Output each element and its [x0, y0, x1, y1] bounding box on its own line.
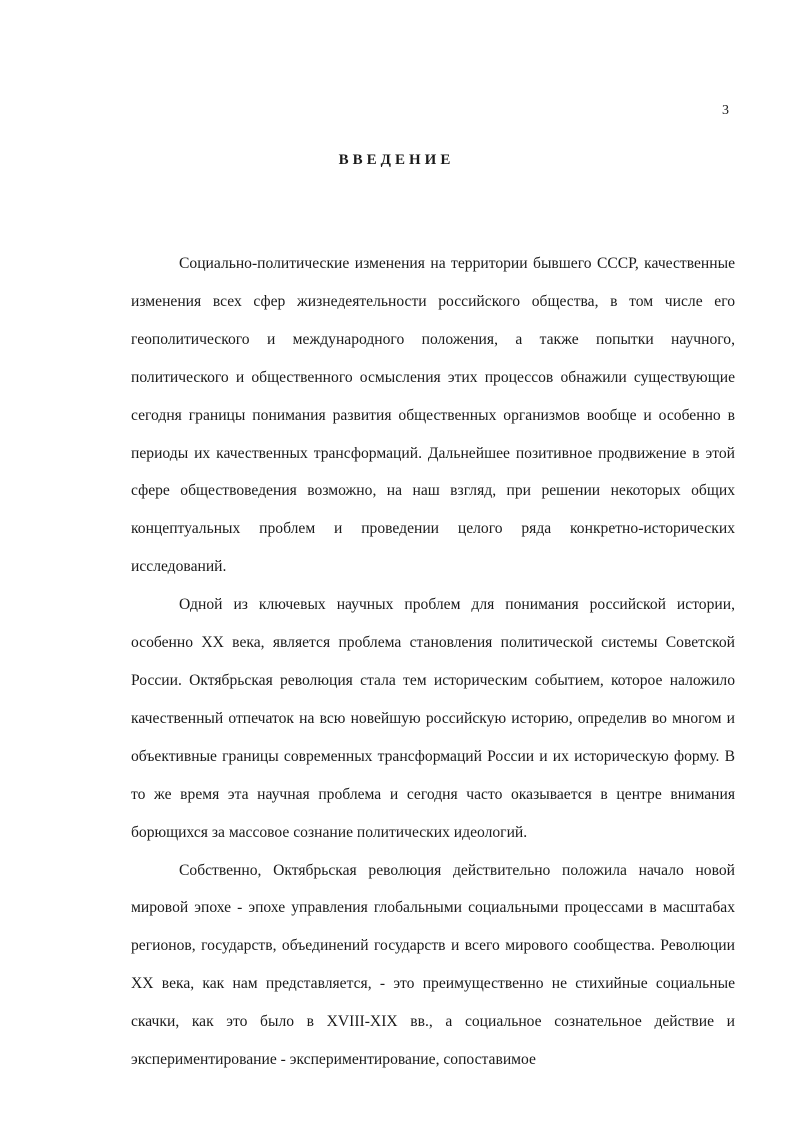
- section-heading: ВВЕДЕНИЕ: [338, 152, 455, 168]
- paragraph-1: Социально-политические изменения на территории бывшего СССР, качественные изменения всех сфер жизнедеятельности российского общества, в том числе его геополитического и международного положения, а также попытки научного, политического и общественного осмысления этих процессов обнажили существующие сегодня границы понимания развития общественных организмов вообще и особенно в периоды их качественных трансформаций. Дальнейшее позитивное продвижение в этой сфере обществоведения возможно, на наш взгляд, при решении некоторых общих концептуальных проблем и проведении целого ряда конкретно-исторических исследований.: [131, 255, 735, 576]
- paragraph-2: Одной из ключевых научных проблем для понимания российской истории, особенно XX века, является проблема становления политической системы Советской России. Октябрьская революция стала тем историческим событием, которое наложило качественный отпечаток на всю новейшую российскую историю, определив во многом и объективные границы современных трансформаций России и их историческую форму. В то же время эта научная проблема и сегодня часто оказывается в центре внимания борющихся за массовое сознание политических идеологий.: [131, 596, 735, 841]
- paragraph-3: Собственно, Октябрьская революция действительно положила начало новой мировой эпохе - эпохе управления глобальными социальными процессами в масштабах регионов, государств, объединений государств и всего мирового сообщества. Революции XX века, как нам представляется, - это преимущественно не стихийные социальные скачки, как это было в XVIII-XIX вв., а социальное сознательное действие и экспериментирование - экспериментирование, сопоставимое: [131, 861, 735, 1069]
- page-number: 3: [722, 103, 729, 118]
- body-text: [131, 245, 735, 1079]
